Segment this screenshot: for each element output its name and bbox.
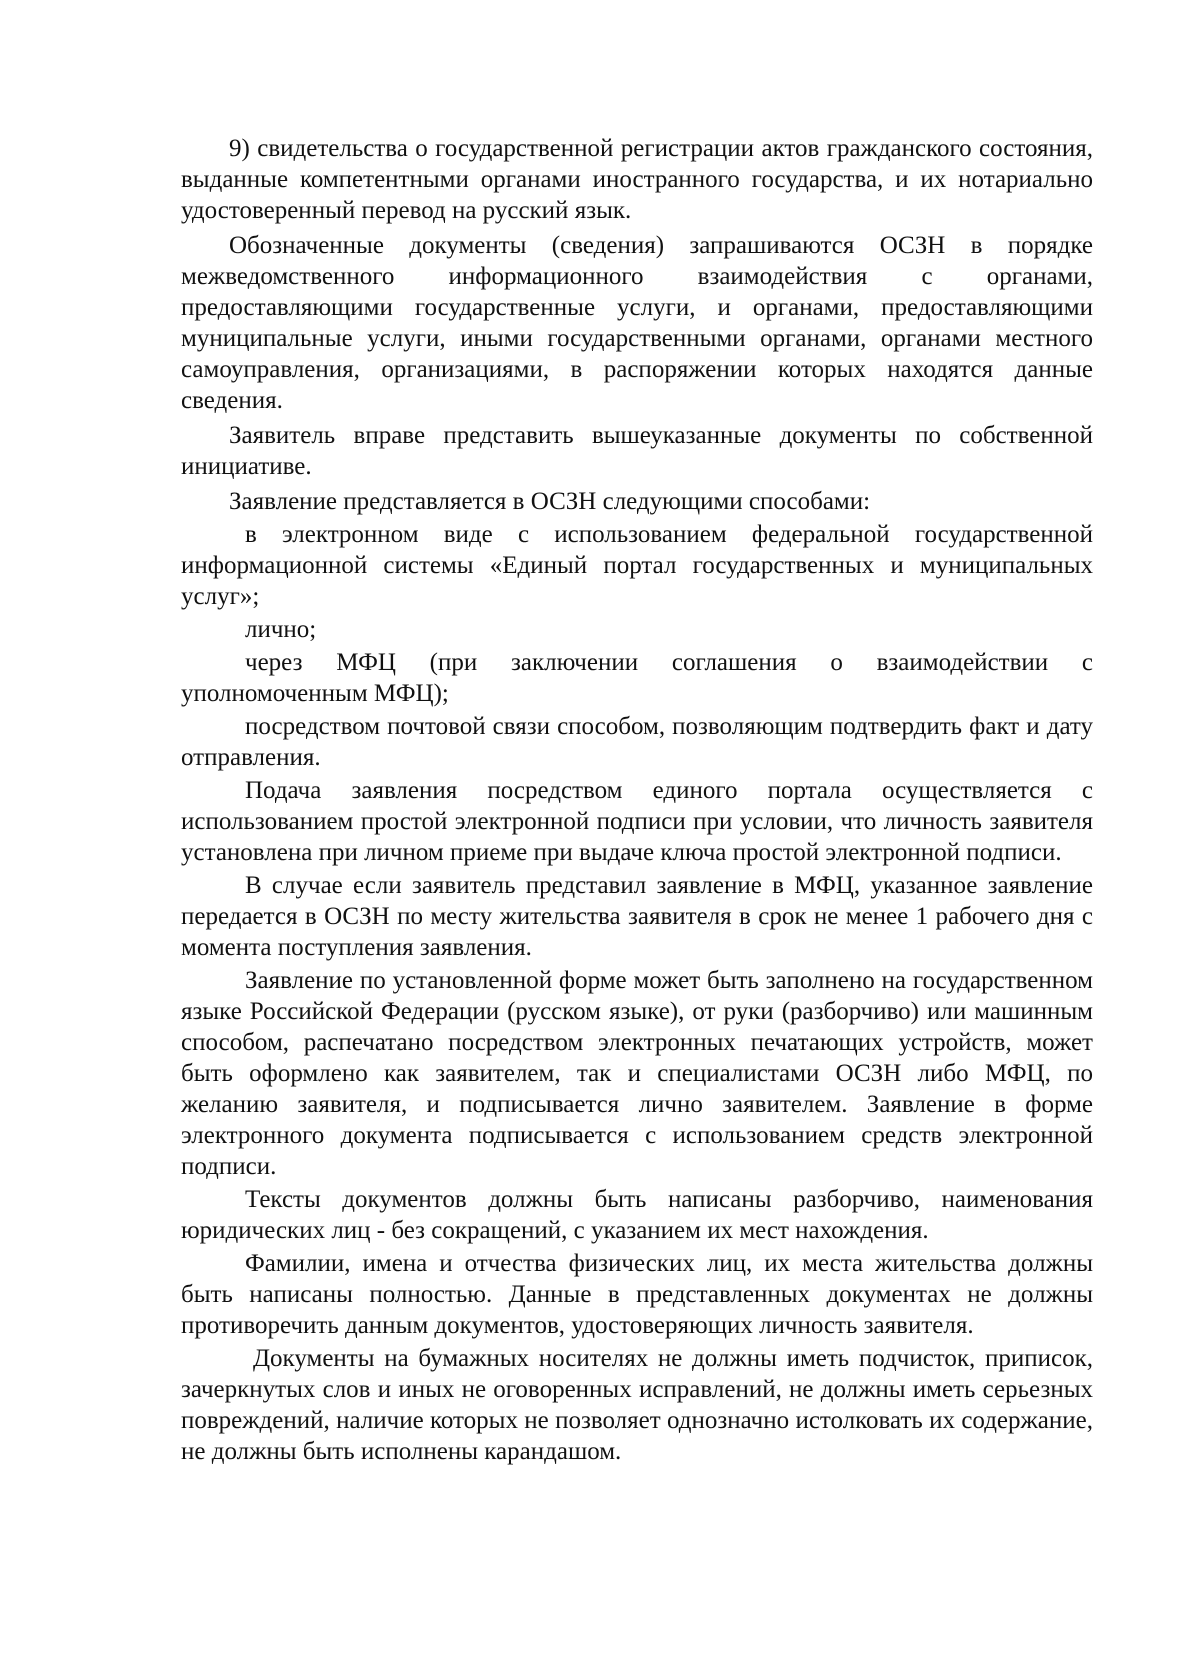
paragraph-paper-documents: Документы на бумажных носителях не должны иметь подчисток, приписок, зачеркнутых слов и иных не оговоренных исправлений, не должны иметь серьезных повреждений, наличие которых не позволяет однозначно истолковать их содержание, не должны быть исполнены карандашом. — [181, 1345, 1093, 1465]
paragraph-item-9-certificates: 9) свидетельства о государственной регистрации актов гражданского состояния, выданные компетентными органами иностранного государства, и их нотариально удостоверенный перевод на русский язык. — [181, 135, 1093, 224]
paragraph-portal-signature: Подача заявления посредством единого портала осуществляется с использованием простой электронной подписи при условии, что личность заявителя установлена при личном приеме при выдаче ключа простой электронной подписи. — [181, 777, 1093, 866]
paragraph-legibility: Тексты документов должны быть написаны разборчиво, наименования юридических лиц - без сокращений, с указанием их мест нахождения. — [181, 1186, 1093, 1244]
document-body — [181, 133, 1093, 1469]
paragraph-full-names: Фамилии, имена и отчества физических лиц, их места жительства должны быть написаны полностью. Данные в представленных документах не должны противоречить данным документов, удостоверяющих личность заявителя. — [181, 1250, 1093, 1339]
list-item-postal: посредством почтовой связи способом, позволяющим подтвердить факт и дату отправления. — [181, 713, 1093, 771]
list-item-via-mfc: через МФЦ (при заключении соглашения о взаимодействии с уполномоченным МФЦ); — [181, 649, 1093, 707]
list-item-in-person: лично; — [245, 616, 317, 643]
paragraph-interagency-request: Обозначенные документы (сведения) запрашиваются ОСЗН в порядке межведомственного информационного взаимодействия с органами, предоставляющими государственные услуги, и органами, предоставляющими муниципальные услуги, иными государственными органами, органами местного самоуправления, организациями, в распоряжении которых находятся данные сведения. — [181, 232, 1093, 414]
paragraph-mfc-transfer: В случае если заявитель представил заявление в МФЦ, указанное заявление передается в ОСЗН по месту жительства заявителя в срок не менее 1 рабочего дня с момента поступления заявления. — [181, 872, 1093, 961]
list-item-electronic-portal: в электронном виде с использованием федеральной государственной информационной системы «Единый портал государственных и муниципальных услуг»; — [181, 521, 1093, 610]
paragraph-submission-methods-intro: Заявление представляется в ОСЗН следующими способами: — [229, 488, 871, 515]
paragraph-applicant-initiative: Заявитель вправе представить вышеуказанные документы по собственной инициативе. — [181, 422, 1093, 480]
paragraph-form-filling: Заявление по установленной форме может быть заполнено на государственном языке Российской Федерации (русском языке), от руки (разборчиво) или машинным способом, распечатано посредством электронных печатающих устройств, может быть оформлено как заявителем, так и специалистами ОСЗН либо МФЦ, по желанию заявителя, и подписывается лично заявителем. Заявление в форме электронного документа подписывается с использованием средств электронной подписи. — [181, 967, 1093, 1180]
